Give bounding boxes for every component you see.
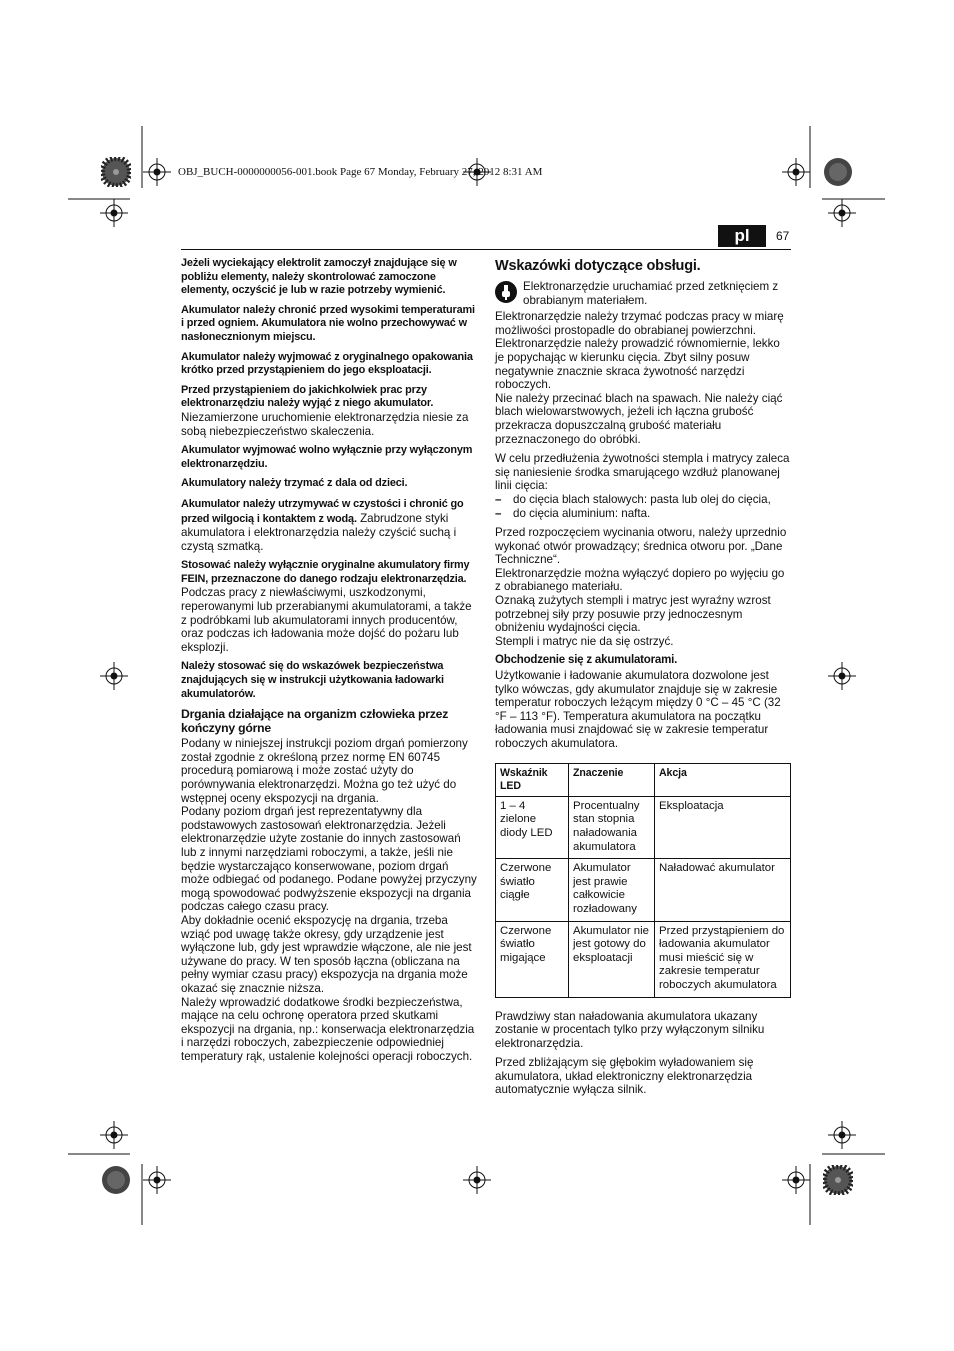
- battery-heading: Obchodzenie się z akumulatorami.: [495, 654, 678, 667]
- table-header: Wskaźnik LED: [496, 763, 569, 796]
- vibration-p4: Należy wprowadzić dodatkowe środki bezpieczeństwa, mające na celu ochronę operatora przed skutkami ekspozycji na drgania, np.: konserwacja elektronarzędzia i narzędzi roboczych, zabezpieczenie odpowiedniej temperatury rąk, ustalenie kolejności operacji roboczych.: [181, 995, 475, 1063]
- usage-p4: W celu przedłużenia żywotności stempla i matrycy zaleca się naniesienie środka smarującego wzdłuż planowanej linii cięcia:: [495, 452, 790, 493]
- page-number: 67: [776, 229, 790, 243]
- color-target-top-left: [101, 157, 131, 187]
- safety-switched-off: Akumulator wyjmować wolno wyłącznie przy wyłączonym elektronarzędziu.: [181, 444, 473, 470]
- color-target-bottom-right: [823, 1165, 853, 1195]
- table-row: [496, 796, 791, 858]
- battery-p2: Prawdziwy stan naładowania akumulatora ukazany zostanie w procentach tylko przy wyłączonym silniku elektronarzędzia.: [495, 1009, 765, 1050]
- safety-original-text: Podczas pracy z niewłaściwymi, uszkodzonymi, reperowanymi lub przerabianymi akumulatorami, a także z podróbkami lub akumulatorami innych producentów, oraz podczas ich ładowania może dojść do pożaru lub eksplozji.: [181, 586, 472, 654]
- table-header-row: [496, 763, 791, 796]
- table-row: [496, 921, 791, 997]
- safety-remove-battery-text: Niezamierzone uruchomienie elektronarzędzia niesie za sobą niebezpieczeństwo skaleczenia.: [181, 410, 469, 438]
- registration-mark-upper-left: [100, 199, 128, 227]
- left-column: [181, 257, 477, 1063]
- vibration-p2: Podany poziom drgań jest reprezentatywny dla podstawowych zastosowań elektronarzędzia. Jeżeli elektronarzędzie użyte zostanie do innych zastosowań lub z innymi narzędziami roboczymi, a także, jeśli nie będzie wystarczająco konserwowane, poziom drgań może odbiegać od podanego. Podane powyżej przyczyny mogą spowodować podwyższenie ekspozycji na drgania podczas całego czasu pracy.: [181, 805, 477, 914]
- table-cell: 1 – 4 zielone diody LED: [496, 796, 569, 858]
- table-cell: Eksploatacja: [655, 796, 791, 858]
- battery-p3: Przed zbliżającym się głębokim wyładowaniem się akumulatora, układ elektroniczny elektronarzędzia automatycznie wyłącza silnik.: [495, 1056, 754, 1097]
- vibration-heading: Drgania działające na organizm człowieka przez kończyny górne: [181, 707, 449, 736]
- registration-mark-upper-right: [828, 199, 856, 227]
- registration-mark-bottom-left: [143, 1166, 171, 1194]
- table-header: Akcja: [655, 763, 791, 796]
- table-header: Znaczenie: [569, 763, 655, 796]
- registration-mark-mid-right: [828, 662, 856, 690]
- registration-mark-mid-left: [100, 662, 128, 690]
- note-text: Elektronarzędzie uruchamiać przed zetknięciem z obrabianym materiałem.: [523, 280, 779, 307]
- registration-mark-bottom-center: [463, 1166, 491, 1194]
- table-row: [496, 859, 791, 921]
- right-column: [495, 258, 791, 1103]
- header-rule: [181, 249, 791, 250]
- vibration-p3: Aby dokładnie ocenić ekspozycję na drgania, trzeba wziąć pod uwagę także okresy, gdy urządzenie jest wyłączone lub, gdy jest wprawdzie włączone, ale nie jest używane do pracy. W ten sposób łączna (obliczana na pełny wymiar czasu pracy) ekspozycja na drgania może okazać się znacznie niższa.: [181, 913, 472, 995]
- usage-p6: Elektronarzędzie można wyłączyć dopiero po wyjęciu go z obrabianego materiału.: [495, 566, 785, 594]
- hand-tool-icon: [495, 281, 517, 303]
- led-table: [495, 763, 791, 998]
- registration-mark-bottom-right: [782, 1166, 810, 1194]
- note-block: [495, 280, 791, 307]
- safety-heat: Akumulator należy chronić przed wysokimi temperaturami i przed ogniem. Akumulatora nie wolno przechowywać w nasłonecznionym miejscu.: [181, 303, 475, 343]
- usage-p5: Przed rozpoczęciem wycinania otworu, należy uprzednio wykonać otwór prowadzący; średnica otworu por. „Dane Techniczne“.: [495, 526, 787, 567]
- safety-original: Stosować należy wyłącznie oryginalne akumulatory firmy FEIN, przeznaczone do danego rodzaju elektronarzędzia.: [181, 559, 470, 585]
- usage-heading: Wskazówki dotyczące obsługi.: [495, 258, 701, 274]
- safety-children: Akumulatory należy trzymać z dala od dzieci.: [181, 477, 408, 490]
- usage-p1: Elektronarzędzie należy trzymać podczas pracy w miarę możliwości prostopadle do obrabianej powierzchni.: [495, 310, 784, 337]
- registration-mark-top-left: [143, 158, 171, 186]
- registration-mark-lower-left: [100, 1121, 128, 1149]
- language-tab: pl: [718, 225, 766, 247]
- table-cell: Procentualny stan stopnia naładowania akumulatora: [569, 796, 655, 858]
- table-cell: Naładować akumulator: [655, 859, 791, 921]
- safety-clean-text: Zabrudzone styki akumulatora i elektronarzędzia należy czyścić suchą i czystą szmatką.: [181, 511, 457, 553]
- list-item: – do cięcia aluminium: nafta.: [495, 507, 791, 521]
- safety-electrolyte: Jeżeli wyciekający elektrolit zamoczył znajdujące się w pobliżu elementy, należy skontrolować zamoczone elementy, oczyścić je lub w razie potrzeby wymienić.: [181, 257, 457, 297]
- battery-p1: Użytkowanie i ładowanie akumulatora dozwolone jest tylko wówczas, gdy akumulator znajduje się w zakresie temperatur roboczych leżącym między 0 °C – 45 °C (32 °F – 113 °F). Temperatura akumulatora na początku ładowania musi znajdować się w zakresie temperatur roboczych akumulatora.: [495, 669, 781, 750]
- safety-remove-battery: Przed przystąpieniem do jakichkolwiek prac przy elektronarzędziu należy wyjąć z niego akumulator.: [181, 383, 434, 410]
- color-target-bottom-left: [101, 1165, 131, 1195]
- safety-packaging: Akumulator należy wyjmować z oryginalnego opakowania krótko przed przystąpieniem do jego eksploatacji.: [181, 350, 473, 377]
- table-cell: Przed przystąpieniem do ładowania akumulator musi mieścić się w zakresie temperatur roboczych akumulatora: [655, 921, 791, 997]
- lubricant-list: [495, 493, 791, 520]
- print-slug: OBJ_BUCH-0000000056-001.book Page 67 Monday, February 27, 2012 8:31 AM: [178, 166, 543, 178]
- safety-clean: Akumulator należy utrzymywać w czystości i chronić go przed wilgocią i kontaktem z wodą.: [181, 497, 464, 525]
- table-cell: Czerwone światło migające: [496, 921, 569, 997]
- table-cell: Czerwone światło ciągłe: [496, 859, 569, 921]
- registration-mark-top-right: [782, 158, 810, 186]
- usage-p3: Nie należy przecinać blach na spawach. Nie należy ciąć blach wielowarstwowych, jeżeli ich łączna grubość przekracza dopuszczalną grubość materiału przeznaczonego do obróbki.: [495, 391, 783, 446]
- list-item: – do cięcia blach stalowych: pasta lub olej do cięcia,: [495, 493, 791, 507]
- table-cell: Akumulator jest prawie całkowicie rozładowany: [569, 859, 655, 921]
- usage-p8: Stempli i matryc nie da się ostrzyć.: [495, 634, 674, 648]
- usage-p7: Oznaką zużytych stempli i matryc jest wyraźny wzrost potrzebnej siły przy posuwie przy jednoczesnym obniżeniu wydajności cięcia.: [495, 594, 771, 635]
- registration-mark-lower-right: [828, 1121, 856, 1149]
- vibration-p1: Podany w niniejszej instrukcji poziom drgań pomierzony został zgodnie z określoną przez normę EN 60745 procedurą pomiarową i może zostać użyty do porównywania elektronarzędzi. Można go też użyć do wstępnej oceny ekspozycji na drgania.: [181, 737, 468, 805]
- table-cell: Akumulator nie jest gotowy do eksploatacji: [569, 921, 655, 997]
- usage-p2: Elektronarzędzie należy prowadzić równomiernie, lekko je popychając w kierunku cięcia. Zbyt silny posuw negatywnie znacznie skraca żywotność narzędzi roboczych.: [495, 337, 780, 392]
- color-target-top-right: [823, 157, 853, 187]
- safety-charger: Należy stosować się do wskazówek bezpieczeństwa znajdujących się w instrukcji użytkowania ładowarki akumulatorów.: [181, 660, 444, 700]
